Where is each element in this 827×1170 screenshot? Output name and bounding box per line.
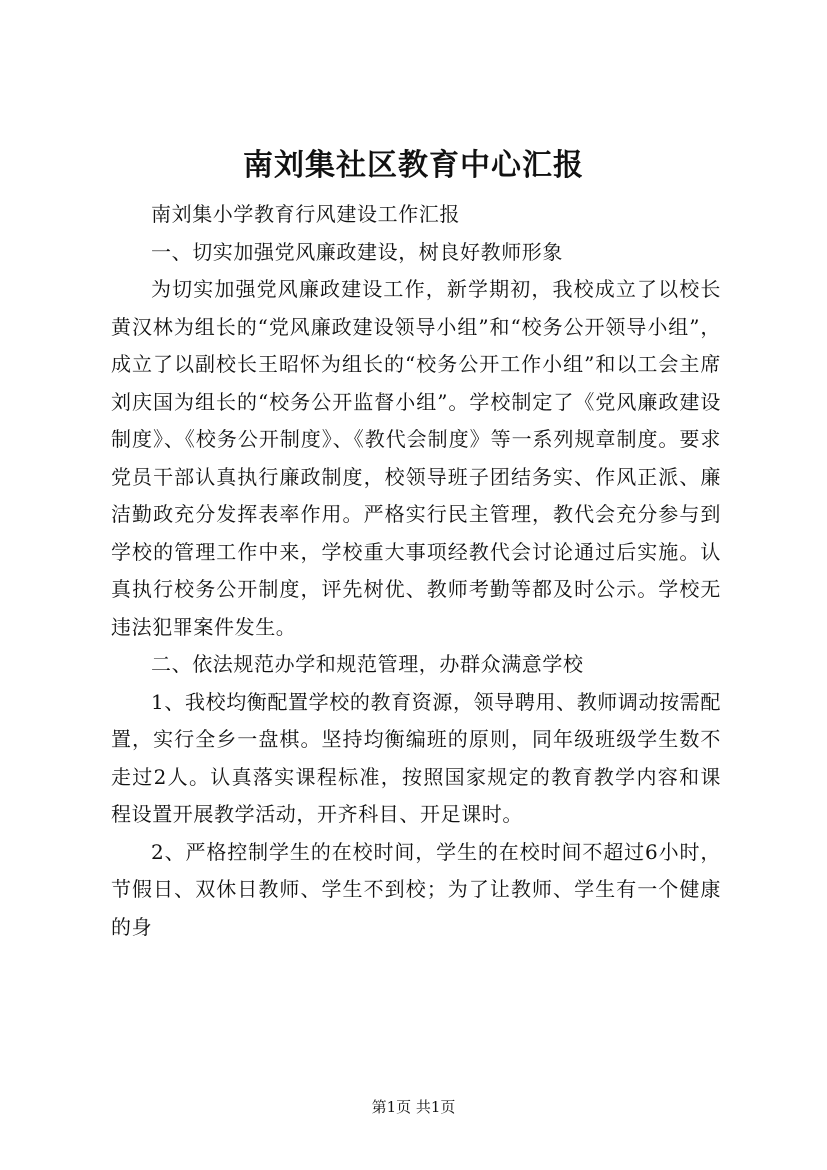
paragraph-body-3: 2、严格控制学生的在校时间，学生的在校时间不超过6小时，节假日、双休日教师、学生不到校；为了让教师、学生有一个健康的身 xyxy=(111,839,721,939)
document-body xyxy=(111,196,721,946)
paragraph-subtitle: 南刘集小学教育行风建设工作汇报 xyxy=(151,202,460,226)
paragraph-heading-1: 一、切实加强党风廉政建设，树良好教师形象 xyxy=(151,239,563,264)
paragraph-body-1: 为切实加强党风廉政建设工作，新学期初，我校成立了以校长黄汉林为组长的“党风廉政建设领导小组”和“校务公开领导小组”，成立了以副校长王昭怀为组长的“校务公开工作小组”和以工会主席刘庆国为组长的“校务公开监督小组”。学校制定了《党风廉政建设制度》、《校务公开制度》、《教代会制度》等一系列规章制度。要求党员干部认真执行廉政制度，校领导班子团结务实、作风正派、廉洁勤政充分发挥表率作用。严格实行民主管理，教代会充分参与到学校的管理工作中来，学校重大事项经教代会讨论通过后实施。认真执行校务公开制度，评先树优、教师考勤等都及时公示。学校无违法犯罪案件发生。 xyxy=(111,277,721,639)
paragraph-body-2: 1、我校均衡配置学校的教育资源，领导聘用、教师调动按需配置，实行全乡一盘棋。坚持均衡编班的原则，同年级班级学生数不走过2人。认真落实课程标准，按照国家规定的教育教学内容和课程设置开展教学活动，开齐科目、开足课时。 xyxy=(111,689,721,826)
paragraph-heading-2: 二、依法规范办学和规范管理，办群众满意学校 xyxy=(151,652,584,676)
document-title: 南刘集社区教育中心汇报 xyxy=(243,148,584,183)
page-footer: 第1页 共1页 xyxy=(371,1098,456,1116)
